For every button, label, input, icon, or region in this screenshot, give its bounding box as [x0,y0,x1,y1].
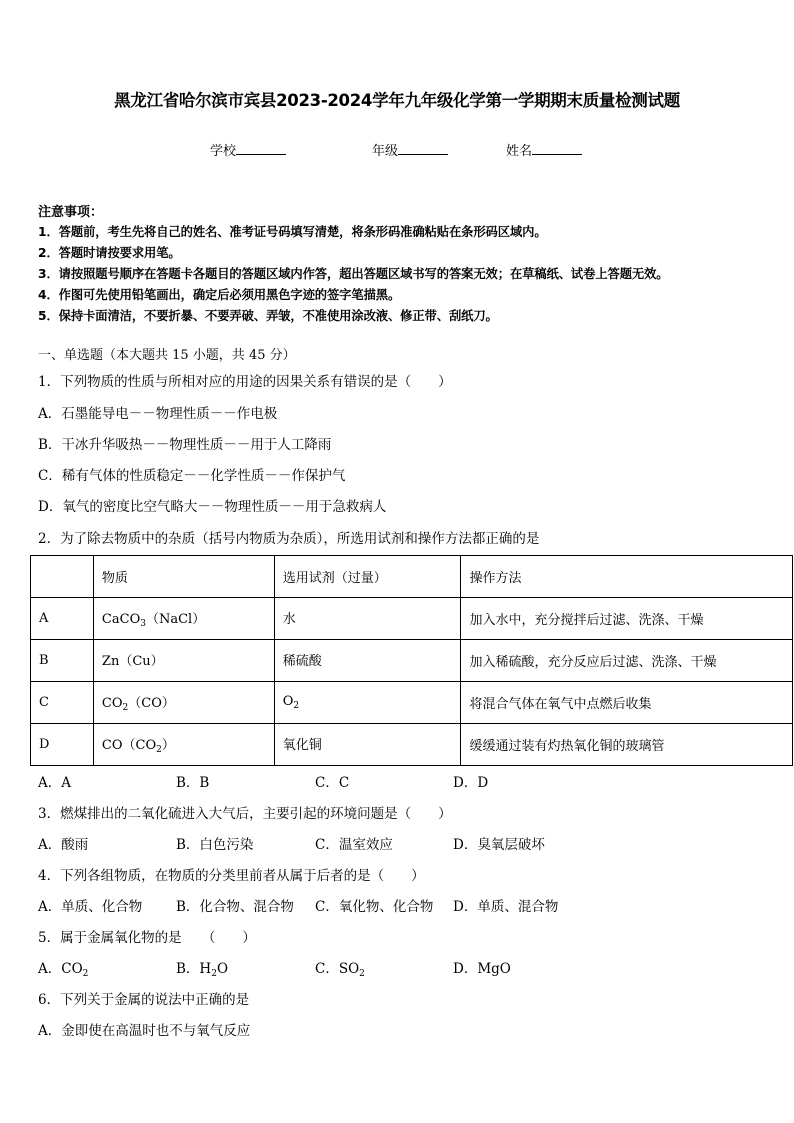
method-cell: 加入水中，充分搅拌后过滤、洗涤、干燥 [461,598,793,640]
question-5-stem: 5．属于金属氧化物的是 （ ） [38,930,256,946]
method-cell: 缓缓通过装有灼热氧化铜的玻璃管 [461,724,793,766]
formula-main: CO（CO [101,738,157,753]
substance-cell [93,640,274,682]
option-text: D．MgO [453,961,511,977]
row-label: B [31,640,94,682]
notice-item: 3．请按照题号顺序在答题卡各题目的答题区域内作答，超出答题区域书写的答案无效；在草稿纸、试卷上答题无效。 [38,267,669,281]
table-row [31,598,793,640]
reagent-subscript: 2 [293,701,300,711]
formula-subscript: 2 [156,745,162,755]
question-3-stem: 3．燃煤排出的二氧化硫进入大气后，主要引起的环境问题是（ ） [38,806,452,822]
substance-cell [93,682,274,724]
q2-option-b[interactable]: B．B [176,775,210,791]
q5-option-b[interactable] [176,959,228,984]
notice-item: 1．答题前，考生先将自己的姓名、准考证号码填写清楚，将条形码准确粘贴在条形码区域内。 [38,225,547,239]
name-label: 姓名 [506,144,533,159]
q2-option-a[interactable]: A．A [38,775,71,791]
reagent-cell [274,640,461,682]
notice-heading: 注意事项： [38,205,104,220]
option-subscript: 2 [211,969,217,979]
q3-option-c[interactable]: C．温室效应 [315,837,393,853]
formula-tail: ） [161,738,175,753]
table-row [31,640,793,682]
option-text: C．SO [315,961,360,977]
option-text: A．CO [38,961,83,977]
formula-tail: （CO） [128,696,175,711]
formula-main: CO [101,696,123,711]
name-field [506,140,582,160]
grade-blank[interactable] [398,140,448,155]
reagent-main: 水 [282,612,296,627]
q1-option-c[interactable]: C．稀有气体的性质稳定－－化学性质－－作保护气 [38,468,346,484]
q1-option-d[interactable]: D．氧气的密度比空气略大－－物理性质－－用于急救病人 [38,499,387,515]
school-blank[interactable] [236,140,286,155]
notice-item: 4．作图可先使用铅笔画出，确定后必须用黑色字迹的签字笔描黑。 [38,288,401,302]
option-subscript: 2 [359,969,365,979]
row-label: C [31,682,94,724]
question-1-stem: 1．下列物质的性质与所相对应的用途的因果关系有错误的是（ ） [38,374,452,390]
q5-option-a[interactable] [38,959,88,984]
table-header-row [31,556,793,598]
substance-cell [93,724,274,766]
reagent-main: O [282,694,294,709]
q5-option-c[interactable] [315,959,365,984]
reagent-cell [274,598,461,640]
reagent-cell [274,682,461,724]
grade-field [372,140,448,160]
school-field [210,140,286,160]
table-row [31,724,793,766]
q4-option-a[interactable]: A．单质、化合物 [38,899,143,915]
row-label: A [31,598,94,640]
q4-option-b[interactable]: B．化合物、混合物 [176,899,294,915]
method-cell: 将混合气体在氧气中点燃后收集 [461,682,793,724]
formula-subscript: 2 [122,703,129,713]
table-header-cell [31,556,94,598]
table-header-cell: 操作方法 [461,556,793,598]
q2-option-d[interactable]: D．D [453,775,489,791]
reagent-main: 氧化铜 [282,738,322,753]
option-suffix: O [216,961,229,977]
table-header-cell: 物质 [93,556,274,598]
q2-option-c[interactable]: C．C [315,775,350,791]
option-subscript: 2 [82,969,89,979]
q4-option-c[interactable]: C．氧化物、化合物 [315,899,434,915]
q4-option-d[interactable]: D．单质、混合物 [453,899,559,915]
q3-option-a[interactable]: A．酸雨 [38,837,89,853]
school-label: 学校 [210,144,237,159]
row-label: D [31,724,94,766]
q6-option-a[interactable]: A．金即使在高温时也不与氧气反应 [38,1023,251,1039]
question-2-stem: 2．为了除去物质中的杂质（括号内物质为杂质），所选用试剂和操作方法都正确的是 [38,531,540,547]
substance-cell [93,598,274,640]
option-text: B．H [176,961,212,977]
formula-tail: （NaCl） [145,612,206,627]
impurity-table [30,555,793,766]
formula-main: CaCO [101,612,141,627]
q1-option-b[interactable]: B．干冰升华吸热－－物理性质－－用于人工降雨 [38,437,332,453]
formula-subscript: 3 [140,619,146,629]
table-row [31,682,793,724]
q3-option-d[interactable]: D．臭氧层破坏 [453,837,545,853]
reagent-cell [274,724,461,766]
question-4-stem: 4．下列各组物质，在物质的分类里前者从属于后者的是（ ） [38,868,425,884]
q3-option-b[interactable]: B．白色污染 [176,837,254,853]
reagent-main: 稀硫酸 [282,654,322,669]
grade-label: 年级 [372,144,399,159]
question-6-stem: 6．下列关于金属的说法中正确的是 [38,992,250,1008]
notice-item: 2．答题时请按要求用笔。 [38,246,181,260]
table-header-cell: 选用试剂（过量） [274,556,461,598]
method-cell: 加入稀硫酸，充分反应后过滤、洗涤、干燥 [461,640,793,682]
formula-main: Zn（Cu） [101,654,164,669]
q1-option-a[interactable]: A．石墨能导电－－物理性质－－作电极 [38,406,278,422]
section-heading: 一、单选题（本大题共 15 小题，共 45 分） [38,348,296,363]
name-blank[interactable] [532,140,582,155]
notice-item: 5．保持卡面清洁，不要折暴、不要弄破、弄皱，不准使用涂改液、修正带、刮纸刀。 [38,309,498,323]
q5-option-d[interactable] [453,959,511,984]
exam-title: 黑龙江省哈尔滨市宾县2023-2024学年九年级化学第一学期期末质量检测试题 [114,91,680,110]
